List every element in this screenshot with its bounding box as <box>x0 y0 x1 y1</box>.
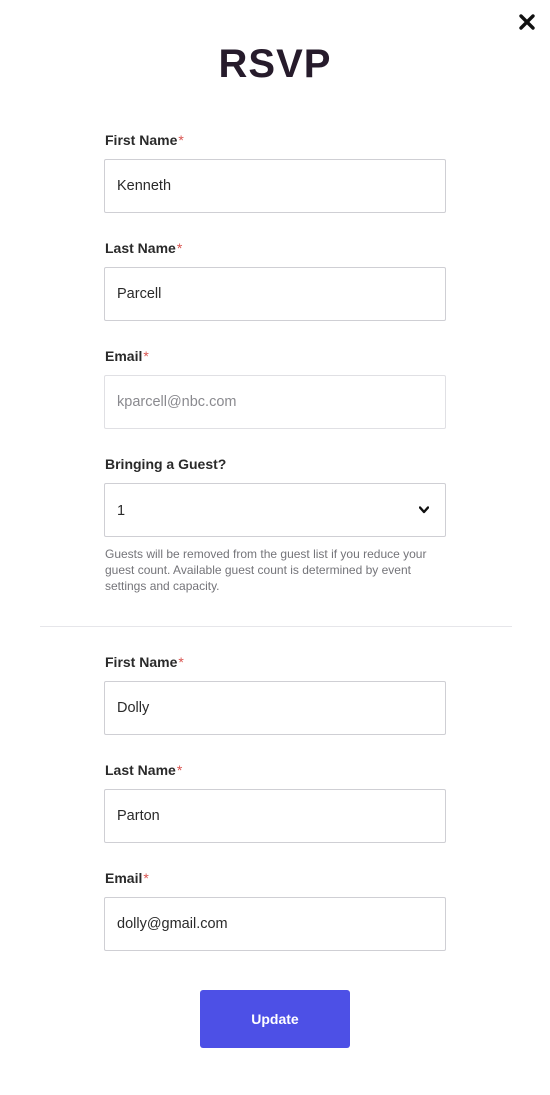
guest-count-help: Guests will be removed from the guest list if you reduce your guest count. Available guest count is determined by event settings and capacity. <box>105 547 427 593</box>
guest-last-name-label <box>105 761 182 779</box>
guest-email-label <box>105 869 149 887</box>
first-name-label-text: First Name <box>105 132 178 148</box>
guest-first-name-field[interactable] <box>104 681 446 735</box>
email-label <box>105 347 149 365</box>
guest-last-name-field[interactable] <box>104 789 446 843</box>
guest-email-field[interactable] <box>104 897 446 951</box>
required-marker: * <box>178 654 184 670</box>
guest-count-label: Bringing a Guest? <box>105 456 227 472</box>
email-field[interactable] <box>104 375 446 429</box>
guest-email-label-text: Email <box>105 870 143 886</box>
guest-first-name-label-text: First Name <box>105 654 178 670</box>
required-marker: * <box>176 762 183 778</box>
guest-first-name-label <box>105 653 184 671</box>
update-button[interactable]: Update <box>200 990 350 1048</box>
close-icon[interactable] <box>518 13 536 31</box>
section-divider <box>40 626 512 627</box>
chevron-down-icon <box>419 506 429 514</box>
guest-count-value: 1 <box>117 503 126 519</box>
last-name-label-text: Last Name <box>105 240 176 256</box>
page-title: RSVP <box>218 42 332 86</box>
last-name-label <box>105 239 182 257</box>
email-label-text: Email <box>105 348 143 364</box>
first-name-label <box>105 131 184 149</box>
required-marker: * <box>178 132 184 148</box>
required-marker: * <box>176 240 183 256</box>
guest-count-select[interactable] <box>104 483 446 537</box>
first-name-field[interactable] <box>104 159 446 213</box>
guest-last-name-label-text: Last Name <box>105 762 176 778</box>
required-marker: * <box>143 348 149 364</box>
required-marker: * <box>143 870 149 886</box>
last-name-field[interactable] <box>104 267 446 321</box>
